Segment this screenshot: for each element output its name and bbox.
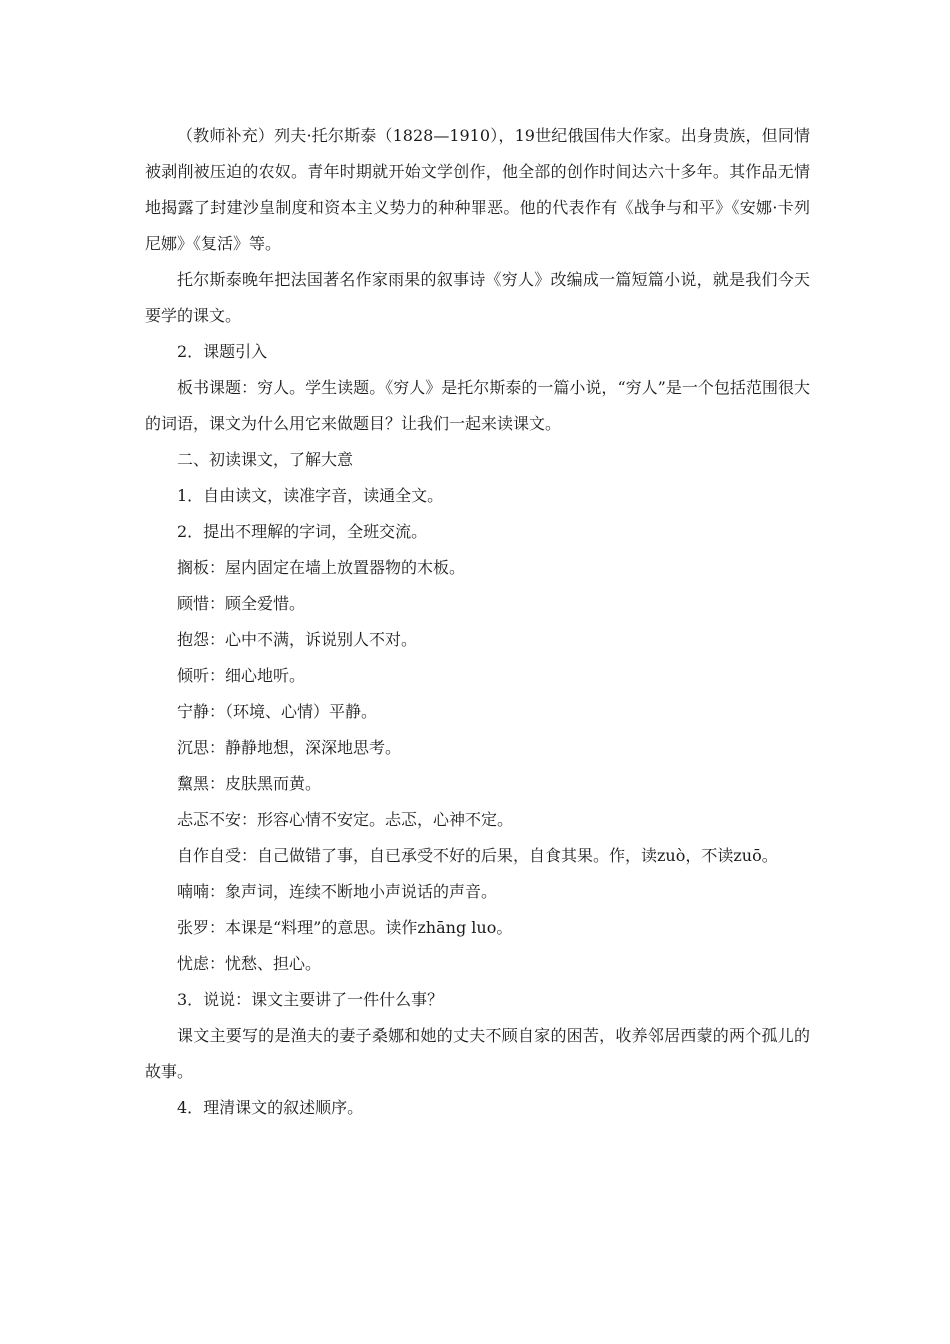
vocab-gebian: 搁板：屋内固定在墙上放置器物的木板。 xyxy=(177,558,466,577)
document-body xyxy=(145,118,810,1126)
vocab-lihei: 黧黑：皮肤黑而黄。 xyxy=(177,774,322,793)
paragraph-summary: 课文主要写的是渔夫的妻子桑娜和她的丈夫不顾自家的困苦，收养邻居西蒙的两个孤儿的故事。 xyxy=(145,1026,810,1081)
vocab-tante: 忐忑不安：形容心情不安定。忐忑，心神不定。 xyxy=(177,810,514,829)
vocab-chensi: 沉思：静静地想，深深地思考。 xyxy=(177,738,402,757)
paragraph-adaptation: 托尔斯泰晚年把法国著名作家雨果的叙事诗《穷人》改编成一篇短篇小说，就是我们今天要学的课文。 xyxy=(145,270,810,325)
vocab-nannan: 喃喃：象声词，连续不断地小声说话的声音。 xyxy=(177,882,498,901)
vocab-baoyuan: 抱怨：心中不满，诉说别人不对。 xyxy=(177,630,418,649)
paragraph-step-4: 4．理清课文的叙述顺序。 xyxy=(177,1098,364,1117)
paragraph-step-2: 2．提出不理解的字词，全班交流。 xyxy=(177,522,428,541)
vocab-zizuozishou: 自作自受：自己做错了事，自已承受不好的后果，自食其果。作，读zuò，不读zuō。 xyxy=(177,846,778,865)
paragraph-heading-first-reading: 二、初读课文，了解大意 xyxy=(177,450,354,469)
vocab-zhangluo: 张罗：本课是“料理”的意思。读作zhāng luo。 xyxy=(177,918,513,937)
paragraph-step-3: 3．说说：课文主要讲了一件什么事？ xyxy=(177,990,444,1009)
vocab-guxi: 顾惜：顾全爱惜。 xyxy=(177,594,306,613)
vocab-qingting: 倾听：细心地听。 xyxy=(177,666,306,685)
paragraph-step-1: 1．自由读文，读准字音，读通全文。 xyxy=(177,486,444,505)
vocab-ningjing: 宁静：（环境、心情）平静。 xyxy=(177,702,378,721)
vocab-youlv: 忧虑：忧愁、担心。 xyxy=(177,954,322,973)
paragraph-board-title: 板书课题：穷人。学生读题。《穷人》是托尔斯泰的一篇小说，“穷人”是一个包括范围很大的词语，课文为什么用它来做题目？让我们一起来读课文。 xyxy=(145,378,810,433)
paragraph-author-intro: （教师补充）列夫·托尔斯泰（1828—1910），19世纪俄国伟大作家。出身贵族，但同情被剥削被压迫的农奴。青年时期就开始文学创作，他全部的创作时间达六十多年。其作品无情地揭露了封建沙皇制度和资本主义势力的种种罪恶。他的代表作有《战争与和平》《安娜·卡列尼娜》《复活》等。 xyxy=(145,126,810,253)
paragraph-heading-title-intro: 2．课题引入 xyxy=(177,342,268,361)
